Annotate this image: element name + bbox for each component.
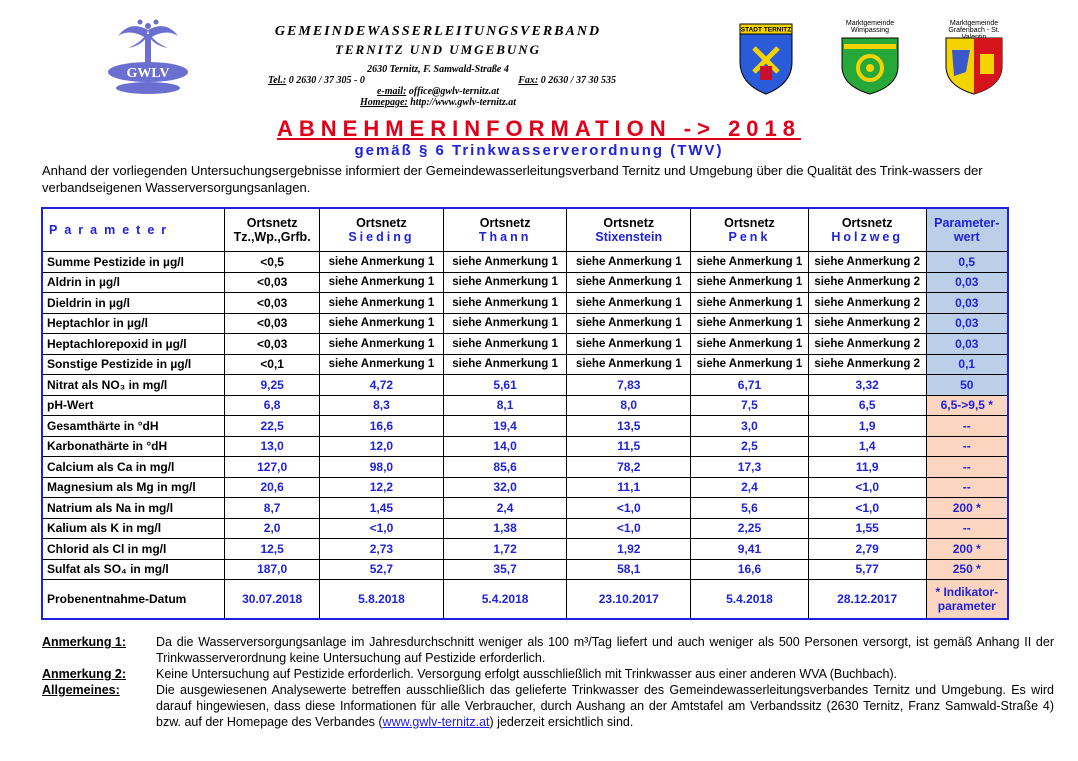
value-cell: siehe Anmerkung 2 (808, 354, 926, 375)
value-cell: 127,0 (225, 457, 320, 478)
value-cell: 13,5 (567, 416, 691, 437)
value-cell: 1,72 (443, 539, 567, 560)
table-header-row (42, 208, 1008, 252)
parameterwert-cell: -- (926, 477, 1008, 498)
value-cell: 52,7 (320, 559, 444, 580)
value-cell: 9,25 (225, 375, 320, 396)
param-name: pH-Wert (42, 395, 225, 416)
value-cell: 11,9 (808, 457, 926, 478)
value-cell: 1,4 (808, 436, 926, 457)
value-cell: 2,73 (320, 539, 444, 560)
lion-shield-icon (942, 36, 1006, 96)
table-row (42, 518, 1008, 539)
value-cell: siehe Anmerkung 1 (443, 293, 567, 314)
value-cell: 22,5 (225, 416, 320, 437)
value-cell: siehe Anmerkung 1 (443, 313, 567, 334)
param-name: Karbonathärte in °dH (42, 436, 225, 457)
value-cell: siehe Anmerkung 1 (567, 313, 691, 334)
value-cell: siehe Anmerkung 1 (320, 293, 444, 314)
value-cell: siehe Anmerkung 1 (320, 334, 444, 355)
general-label: Allgemeines: (42, 683, 120, 697)
value-cell: 3,32 (808, 375, 926, 396)
contact-phone-fax (208, 75, 668, 86)
wheel-shield-icon (838, 36, 902, 96)
value-cell: 14,0 (443, 436, 567, 457)
value-cell: siehe Anmerkung 2 (808, 293, 926, 314)
parameterwert-cell: 200 * (926, 498, 1008, 519)
value-cell: <0,1 (225, 354, 320, 375)
parameterwert-cell: 0,03 (926, 313, 1008, 334)
org-address: 2630 Ternitz, F. Samwald-Straße 4 (367, 64, 509, 75)
value-cell: siehe Anmerkung 1 (691, 293, 809, 314)
table-row (42, 334, 1008, 355)
note-2 (42, 666, 1054, 682)
parameterwert-cell: 0,03 (926, 272, 1008, 293)
parameterwert-cell: -- (926, 436, 1008, 457)
date-cell: 5.4.2018 (691, 580, 809, 620)
table-row (42, 252, 1008, 273)
value-cell: siehe Anmerkung 2 (808, 313, 926, 334)
homepage-label: Homepage: (359, 97, 408, 108)
value-cell: siehe Anmerkung 1 (691, 313, 809, 334)
param-name: Heptachlorepoxid in µg/l (42, 334, 225, 355)
table-row (42, 293, 1008, 314)
value-cell: siehe Anmerkung 1 (320, 272, 444, 293)
parameterwert-header: Parameter- wert (926, 208, 1008, 252)
value-cell: <0,03 (225, 313, 320, 334)
crest-wimpassing (838, 20, 902, 101)
param-name: Kalium als K in mg/l (42, 518, 225, 539)
value-cell: siehe Anmerkung 1 (567, 293, 691, 314)
col-header: Ortsnetz Thann (443, 208, 567, 252)
value-cell: 187,0 (225, 559, 320, 580)
table-row (42, 457, 1008, 478)
value-cell: 7,5 (691, 395, 809, 416)
table-row (42, 477, 1008, 498)
date-cell: 5.8.2018 (320, 580, 444, 620)
value-cell: 9,41 (691, 539, 809, 560)
value-cell: siehe Anmerkung 1 (443, 252, 567, 273)
org-name-line2: TERNITZ UND UMGEBUNG (334, 42, 542, 57)
indicator-note-cell: * Indikator- parameter (926, 580, 1008, 620)
value-cell: 6,8 (225, 395, 320, 416)
organization-header (208, 24, 668, 108)
param-name: Sonstige Pestizide in µg/l (42, 354, 225, 375)
note-1-text: Da die Wasserversorgungsanlage im Jahresdurchschnitt weniger als 100 m³/Tag liefert und auch weniger als 500 Personen versorgt, ist gemäß Anhang II der Trinkwasserverordnung keine Untersuchung auf Pestizide erforderlich. (156, 635, 1054, 665)
value-cell: 8,7 (225, 498, 320, 519)
value-cell: 58,1 (567, 559, 691, 580)
parameterwert-cell: 6,5->9,5 * (926, 395, 1008, 416)
value-cell: 2,5 (691, 436, 809, 457)
gwlv-logo (100, 12, 196, 108)
value-cell: siehe Anmerkung 2 (808, 252, 926, 273)
notes-section (42, 634, 1054, 730)
param-name: Calcium als Ca in mg/l (42, 457, 225, 478)
param-header: Parameter (42, 208, 225, 252)
value-cell: 13,0 (225, 436, 320, 457)
param-name: Natrium als Na in mg/l (42, 498, 225, 519)
date-row (42, 580, 1008, 620)
crest1-caption: STADT TERNITZ (740, 26, 792, 34)
table-row (42, 354, 1008, 375)
table-row (42, 375, 1008, 396)
value-cell: 12,5 (225, 539, 320, 560)
value-cell: siehe Anmerkung 1 (443, 354, 567, 375)
value-cell: 16,6 (320, 416, 444, 437)
param-name: Magnesium als Mg in mg/l (42, 477, 225, 498)
table-row (42, 272, 1008, 293)
value-cell: 4,72 (320, 375, 444, 396)
value-cell: 85,6 (443, 457, 567, 478)
parameterwert-cell: 0,03 (926, 293, 1008, 314)
value-cell: 35,7 (443, 559, 567, 580)
general-text: Die ausgewiesenen Analysewerte betreffen ausschließlich das gelieferte Trinkwasser des Gemeindewasserleitungsverbandes Ternitz und Umgebung. Es wird darauf hingewiesen, dass diese Informationen für alle Verbraucher, durch Aushang an der Amtstafel am Verbandssitz (2630 Ternitz, Franz Samwald-Straße 4) bzw. auf der Homepage des Verbandes (www.gwlv-ternitz.at) jederzeit ersichtlich sind. (156, 683, 1054, 729)
value-cell: siehe Anmerkung 1 (320, 354, 444, 375)
value-cell: siehe Anmerkung 1 (567, 252, 691, 273)
value-cell: siehe Anmerkung 1 (567, 272, 691, 293)
value-cell: 20,6 (225, 477, 320, 498)
value-cell: siehe Anmerkung 1 (567, 354, 691, 375)
value-cell: <0,03 (225, 293, 320, 314)
param-name: Chlorid als Cl in mg/l (42, 539, 225, 560)
note-2-label: Anmerkung 2: (42, 667, 127, 681)
crest2-caption: Marktgemeinde Wimpassing (845, 20, 895, 34)
value-cell: <1,0 (808, 498, 926, 519)
website-link[interactable]: www.gwlv-ternitz.at (382, 715, 490, 729)
value-cell: siehe Anmerkung 1 (691, 272, 809, 293)
value-cell: siehe Anmerkung 1 (691, 354, 809, 375)
parameterwert-cell: 250 * (926, 559, 1008, 580)
value-cell: 11,1 (567, 477, 691, 498)
value-cell: siehe Anmerkung 1 (320, 252, 444, 273)
fax-value: 0 2630 / 37 30 535 (540, 75, 616, 86)
param-name: Probenentnahme-Datum (42, 580, 225, 620)
parameterwert-cell: -- (926, 518, 1008, 539)
email-label: e-mail: (376, 86, 407, 97)
value-cell: 1,45 (320, 498, 444, 519)
value-cell: 5,6 (691, 498, 809, 519)
value-cell: 32,0 (443, 477, 567, 498)
value-cell: 98,0 (320, 457, 444, 478)
value-cell: siehe Anmerkung 1 (443, 272, 567, 293)
value-cell: 5,77 (808, 559, 926, 580)
value-cell: 11,5 (567, 436, 691, 457)
value-cell: <0,5 (225, 252, 320, 273)
email-link[interactable]: office@gwlv-ternitz.at (408, 86, 499, 97)
logo-text: GWLV (126, 66, 170, 81)
parameterwert-cell: 200 * (926, 539, 1008, 560)
value-cell: 1,38 (443, 518, 567, 539)
parameterwert-cell: 0,5 (926, 252, 1008, 273)
value-cell: 3,0 (691, 416, 809, 437)
value-cell: 2,25 (691, 518, 809, 539)
value-cell: 7,83 (567, 375, 691, 396)
value-cell: 1,92 (567, 539, 691, 560)
table-row (42, 559, 1008, 580)
value-cell: 17,3 (691, 457, 809, 478)
value-cell: siehe Anmerkung 2 (808, 272, 926, 293)
value-cell: 2,4 (691, 477, 809, 498)
value-cell: siehe Anmerkung 1 (567, 334, 691, 355)
intro-text: Anhand der vorliegenden Untersuchungsergebnisse informiert der Gemeindewasserleitungsverband Ternitz und Umgebung über die Qualität des Trink-wassers der verbandseigenen Wasserversorgungsanlagen. (42, 163, 983, 195)
value-cell: 5,61 (443, 375, 567, 396)
col-header: Ortsnetz Holzweg (808, 208, 926, 252)
value-cell: 78,2 (567, 457, 691, 478)
value-cell: 6,71 (691, 375, 809, 396)
param-name: Sulfat als SO₄ in mg/l (42, 559, 225, 580)
value-cell: siehe Anmerkung 1 (443, 334, 567, 355)
water-quality-table (41, 207, 1009, 620)
value-cell: siehe Anmerkung 1 (691, 334, 809, 355)
param-name: Heptachlor in µg/l (42, 313, 225, 334)
parameterwert-cell: -- (926, 457, 1008, 478)
value-cell: <0,03 (225, 334, 320, 355)
parameterwert-cell: 0,1 (926, 354, 1008, 375)
value-cell: siehe Anmerkung 1 (691, 252, 809, 273)
value-cell: <1,0 (567, 518, 691, 539)
table-row (42, 416, 1008, 437)
col-header: Ortsnetz Penk (691, 208, 809, 252)
table-row (42, 395, 1008, 416)
org-name-line1: GEMEINDEWASSERLEITUNGSVERBAND (274, 24, 602, 39)
crest-grafenbach (942, 20, 1006, 101)
value-cell: 6,5 (808, 395, 926, 416)
note-1 (42, 634, 1054, 666)
value-cell: <0,03 (225, 272, 320, 293)
crest-ternitz (734, 20, 798, 101)
col-header: Ortsnetz Stixenstein (567, 208, 691, 252)
value-cell: 2,79 (808, 539, 926, 560)
tel-label: Tel.: (268, 75, 287, 86)
crest3-caption: Marktgemeinde Grafenbach - St. (948, 20, 1000, 34)
value-cell: <1,0 (567, 498, 691, 519)
note-general (42, 682, 1054, 730)
value-cell: 8,1 (443, 395, 567, 416)
table-row (42, 539, 1008, 560)
date-cell: 23.10.2017 (567, 580, 691, 620)
table-row (42, 498, 1008, 519)
parameterwert-cell: 0,03 (926, 334, 1008, 355)
value-cell: 1,55 (808, 518, 926, 539)
value-cell: <1,0 (808, 477, 926, 498)
value-cell: 8,0 (567, 395, 691, 416)
value-cell: 16,6 (691, 559, 809, 580)
fax-label: Fax: (518, 75, 539, 86)
parameterwert-cell: 50 (926, 375, 1008, 396)
table-row (42, 436, 1008, 457)
date-cell: 5.4.2018 (443, 580, 567, 620)
param-name: Nitrat als NO₃ in mg/l (42, 375, 225, 396)
homepage-link[interactable]: http://www.gwlv-ternitz.at (410, 97, 517, 108)
note-1-label: Anmerkung 1: (42, 635, 127, 649)
param-name: Aldrin in µg/l (42, 272, 225, 293)
col-header: Ortsnetz Sieding (320, 208, 444, 252)
page-subtitle: gemäß § 6 Trinkwasserverordnung (TWV) (354, 142, 724, 159)
value-cell: <1,0 (320, 518, 444, 539)
value-cell: 2,4 (443, 498, 567, 519)
param-name: Summe Pestizide in µg/l (42, 252, 225, 273)
param-name: Gesamthärte in °dH (42, 416, 225, 437)
value-cell: 12,2 (320, 477, 444, 498)
param-name: Dieldrin in µg/l (42, 293, 225, 314)
note-2-text: Keine Untersuchung auf Pestizide erforderlich. Versorgung erfolgt ausschließlich mit Trinkwasser aus einer anderen WVA (Buchbach). (156, 667, 898, 681)
parameterwert-cell: -- (926, 416, 1008, 437)
shield-icon (734, 20, 798, 96)
value-cell: 2,0 (225, 518, 320, 539)
col-header: Ortsnetz Tz.,Wp.,Grfb. (225, 208, 320, 252)
date-cell: 30.07.2018 (225, 580, 320, 620)
tel-value: 0 2630 / 37 305 - 0 (288, 75, 365, 86)
value-cell: 12,0 (320, 436, 444, 457)
value-cell: 19,4 (443, 416, 567, 437)
value-cell: 1,9 (808, 416, 926, 437)
date-cell: 28.12.2017 (808, 580, 926, 620)
page-title: ABNEHMERINFORMATION -> 2018 (276, 116, 802, 141)
value-cell: 8,3 (320, 395, 444, 416)
value-cell: siehe Anmerkung 1 (320, 313, 444, 334)
value-cell: siehe Anmerkung 2 (808, 334, 926, 355)
table-row (42, 313, 1008, 334)
